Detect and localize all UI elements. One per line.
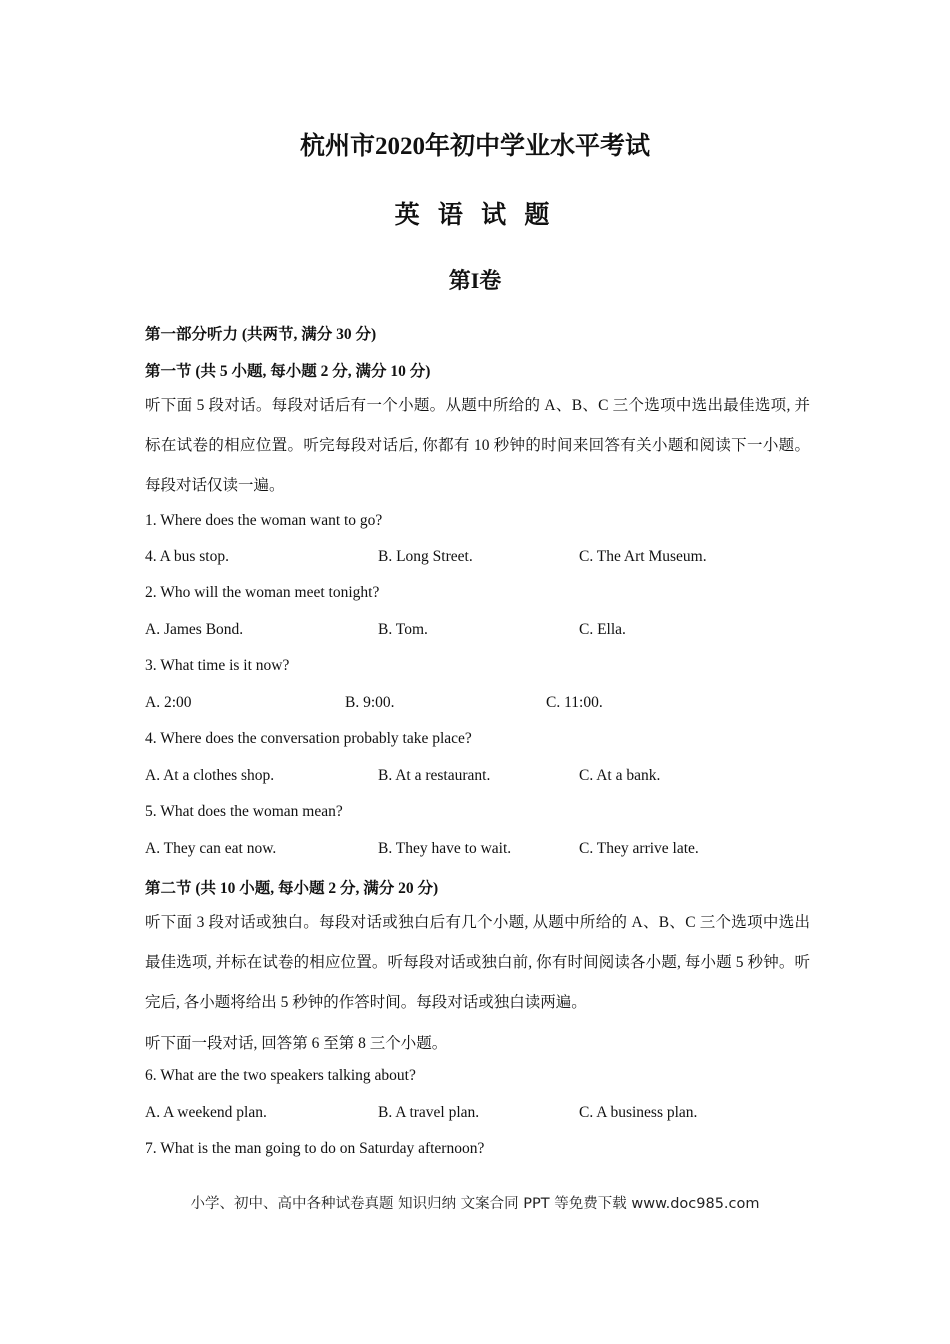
question-2-option-c: C. Ella.	[579, 621, 626, 638]
question-3-option-a: A. 2:00	[145, 694, 192, 711]
section2-instructions: 听下面 3 段对话或独白。每段对话或独白后有几个小题, 从题中所给的 A、B、C 三个选项中选出最佳选项, 并标在试卷的相应位置。听每段对话或独白前, 你有时间阅读各小题, 每小题 5 秒钟。听完后, 各小题将给出 5 秒钟的作答时间。每段对话或独白读两遍。	[145, 914, 810, 1011]
question-2-option-b: B. Tom.	[378, 621, 428, 638]
question-1-option-b: B. Long Street.	[378, 548, 473, 565]
question-3: 3. What time is it now?	[145, 657, 290, 674]
question-1: 1. Where does the woman want to go?	[145, 512, 383, 529]
page-footer: 小学、初中、高中各种试卷真题 知识归纳 文案合同 PPT 等免费下载 www.doc985.com	[190, 1196, 760, 1212]
section1-heading: 第一节 (共 5 小题, 每小题 2 分, 满分 10 分)	[145, 363, 431, 380]
exam-title: 杭州市2020年初中学业水平考试	[299, 133, 650, 160]
section1-instructions: 听下面 5 段对话。每段对话后有一个小题。从题中所给的 A、B、C 三个选项中选出最佳选项, 并标在试卷的相应位置。听完每段对话后, 你都有 10 秒钟的时间来回答有关小题和阅读下一小题。每段对话仅读一遍。	[145, 397, 810, 494]
question-5-option-a: A. They can eat now.	[145, 840, 277, 857]
question-7: 7. What is the man going to do on Saturday afternoon?	[145, 1140, 485, 1157]
question-5: 5. What does the woman mean?	[145, 803, 343, 820]
question-6-option-c: C. A business plan.	[579, 1104, 698, 1121]
question-1-option-c: C. The Art Museum.	[579, 548, 707, 565]
question-1-option-a: 4. A bus stop.	[145, 548, 229, 565]
part1-heading: 第一部分听力 (共两节, 满分 30 分)	[145, 326, 377, 343]
question-5-option-c: C. They arrive late.	[579, 840, 699, 857]
exam-subtitle: 英 语 试 题	[394, 202, 556, 229]
question-2-option-a: A. James Bond.	[145, 621, 244, 638]
question-4-option-a: A. At a clothes shop.	[145, 767, 275, 784]
question-4-option-c: C. At a bank.	[579, 767, 661, 784]
question-3-option-c: C. 11:00.	[546, 694, 603, 711]
question-4: 4. Where does the conversation probably take place?	[145, 730, 472, 747]
volume-heading: 第I卷	[448, 268, 502, 293]
question-3-option-b: B. 9:00.	[345, 694, 395, 711]
question-2: 2. Who will the woman meet tonight?	[145, 584, 380, 601]
question-6-option-b: B. A travel plan.	[378, 1104, 480, 1121]
question-4-option-b: B. At a restaurant.	[378, 767, 491, 784]
dialog-intro: 听下面一段对话, 回答第 6 至第 8 三个小题。	[145, 1035, 448, 1052]
question-6-option-a: A. A weekend plan.	[145, 1104, 267, 1121]
question-5-option-b: B. They have to wait.	[378, 840, 512, 857]
section2-heading: 第二节 (共 10 小题, 每小题 2 分, 满分 20 分)	[145, 880, 439, 897]
question-6: 6. What are the two speakers talking about?	[145, 1067, 416, 1084]
